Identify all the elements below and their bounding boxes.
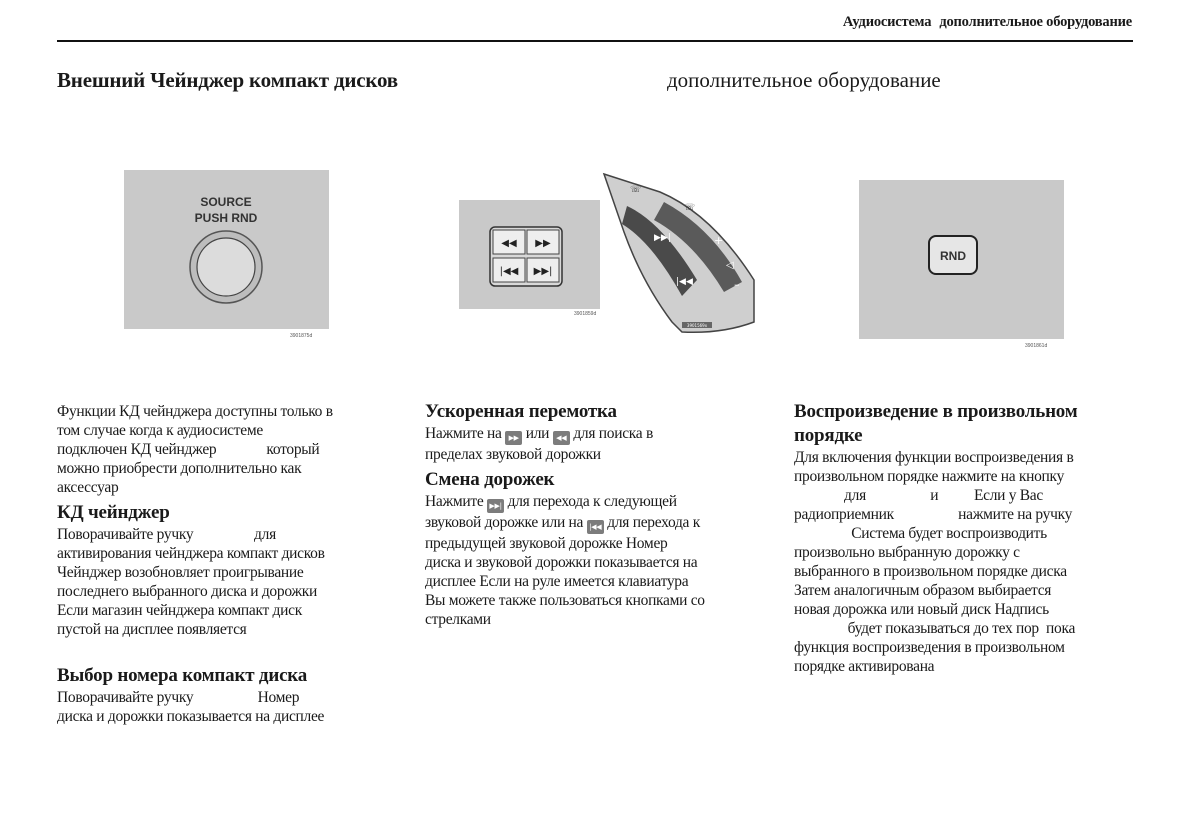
previous-track-icon: |◀◀ [499, 266, 519, 277]
cd-changer-line: Если магазин чейнджера компакт диск [57, 602, 302, 619]
rnd-button-illustration [859, 180, 1064, 339]
tc-text-a: Нажмите [425, 493, 484, 510]
rnd-label: RND [940, 249, 966, 263]
random-line: для и Если у Вас [794, 487, 1043, 504]
random-line: будет показываться до тех пор пока [794, 620, 1076, 637]
right-column [794, 400, 1139, 676]
fast-forward-inline-icon: ▶▶ [505, 431, 522, 445]
rewind-inline-icon: ◀◀ [553, 431, 570, 445]
ff-text-a: Нажмите на [425, 425, 502, 442]
track-change-line: Вы можете также пользоваться кнопками со [425, 592, 705, 609]
cd-changer-heading: КД чейнджер [57, 502, 170, 523]
disc-select-line: Поворачивайте ручку Номер [57, 689, 300, 706]
source-knob-figure [124, 170, 329, 329]
figure-code: 3901875d [290, 333, 313, 339]
next-track-icon: ▶▶| [533, 266, 553, 277]
source-knob-illustration [124, 170, 329, 329]
ff-text-b: или [525, 425, 550, 442]
random-line: произвольном порядке нажмите на кнопку [794, 468, 1065, 485]
fast-forward-line: пределах звуковой дорожки [425, 446, 601, 463]
disc-select-line: диска и дорожки показывается на дисплее [57, 708, 325, 725]
previous-icon: |◀◀ [676, 277, 693, 287]
intro-line: аксессуар [57, 479, 119, 496]
arrow-buttons-illustration [459, 200, 600, 309]
speaker-icon: ◁ [726, 260, 734, 271]
random-heading: порядке [794, 425, 863, 446]
phone-icon: ☏ [630, 185, 642, 195]
rnd-button-figure [859, 180, 1064, 339]
source-label: SOURCE [200, 195, 252, 209]
random-line: новая дорожка или новый диск Надпись [794, 601, 1049, 618]
volume-down-icon: – [734, 278, 740, 291]
next-track-inline-icon: ▶▶| [487, 499, 504, 513]
ff-text-c: для поиска в [573, 425, 653, 442]
track-change-line [425, 513, 770, 534]
random-line: Затем аналогичным образом выбирается [794, 582, 1052, 599]
random-heading: Воспроизведение в произвольном [794, 401, 1078, 422]
fast-forward-icon: ▶▶ [535, 238, 551, 249]
track-change-heading: Смена дорожек [425, 469, 555, 490]
header-section: Аудиосистема [842, 14, 932, 30]
random-line: Для включения функции воспроизведения в [794, 449, 1074, 466]
disc-select-heading: Выбор номера компакт диска [57, 665, 308, 686]
cd-changer-line: активирования чейнджера компакт дисков [57, 545, 325, 562]
page-subtitle: дополнительное оборудование [667, 68, 941, 92]
figure-code: 3901859d [574, 311, 597, 317]
intro-line: подключен КД чейнджер который [57, 441, 320, 458]
random-line: функция воспроизведения в произвольном [794, 639, 1065, 656]
volume-up-icon: + [714, 234, 724, 247]
tc-text-d: для перехода к [607, 514, 700, 531]
intro-line: Функции КД чейнджера доступны только в [57, 403, 333, 420]
rewind-icon: ◀◀ [501, 238, 517, 249]
cd-changer-line: пустой на дисплее появляется [57, 621, 247, 638]
random-line: Система будет воспроизводить [794, 525, 1047, 542]
page-title: Внешний Чейнджер компакт дисков [57, 68, 398, 92]
random-line: порядке активирована [794, 658, 935, 675]
running-header [843, 14, 1132, 31]
previous-track-inline-icon: |◀◀ [587, 520, 604, 534]
track-change-line: стрелками [425, 611, 491, 628]
header-rule [57, 40, 1133, 42]
figure-code: 3901861d [1025, 343, 1048, 349]
middle-column [425, 400, 770, 629]
random-line: радиоприемник нажмите на ручку [794, 506, 1073, 523]
next-icon: ▶▶| [654, 233, 671, 243]
random-line: выбранного в произвольном порядке диска [794, 563, 1067, 580]
fast-forward-line [425, 424, 770, 445]
tc-text-c: звуковой дорожке или на [425, 514, 584, 531]
cd-changer-line: Чейнджер возобновляет проигрывание [57, 564, 304, 581]
fast-forward-heading: Ускоренная перемотка [425, 401, 617, 422]
cd-changer-line: последнего выбранного диска и дорожки [57, 583, 318, 600]
track-change-line [425, 492, 770, 513]
cd-changer-line: Поворачивайте ручку для [57, 526, 276, 543]
knob [197, 238, 255, 296]
intro-line: можно приобрести дополнительно как [57, 460, 302, 477]
left-column [57, 402, 397, 726]
steering-wheel-keypad [602, 172, 762, 338]
intro-line: том случае когда к аудиосистеме [57, 422, 263, 439]
tc-text-b: для перехода к следующей [507, 493, 677, 510]
arrow-buttons-figure [459, 200, 600, 309]
track-change-line: предыдущей звуковой дорожке Номер [425, 535, 668, 552]
push-rnd-label: PUSH RND [194, 211, 258, 225]
header-subsection: дополнительное оборудование [939, 14, 1132, 30]
wheel-figure-code: 3901569x [686, 323, 708, 328]
random-line: произвольно выбранную дорожку с [794, 544, 1020, 561]
phone-hangup-icon: ☏ [684, 203, 696, 213]
track-change-line: дисплее Если на руле имеется клавиатура [425, 573, 689, 590]
track-change-line: диска и звуковой дорожки показывается на [425, 554, 698, 571]
